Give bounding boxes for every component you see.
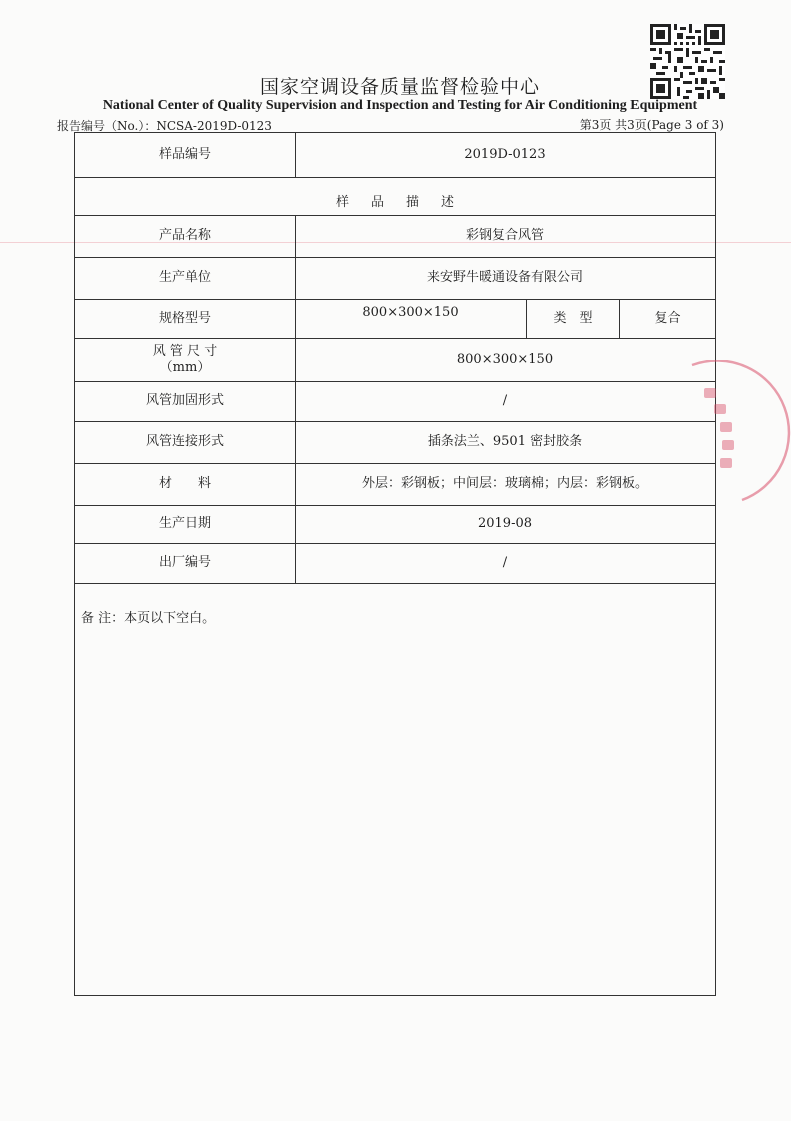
production-date-label: 生产日期 xyxy=(75,505,296,543)
duct-size-unit: （mm） xyxy=(159,359,211,375)
type-label: 类 型 xyxy=(527,299,620,338)
reinforcement-label: 风管加固形式 xyxy=(75,381,296,421)
production-date-value: 2019-08 xyxy=(477,516,533,531)
serial-no-value: / xyxy=(502,555,508,570)
material-label: 材 料 xyxy=(75,463,296,505)
table-row xyxy=(75,421,715,464)
duct-size-label: 风 管 尺 寸 xyxy=(152,343,218,359)
duct-size-label-cell xyxy=(75,338,296,381)
manufacturer-label: 生产单位 xyxy=(75,257,296,299)
table-row-section-title xyxy=(75,177,715,216)
table-row xyxy=(75,505,715,544)
connection-label: 风管连接形式 xyxy=(75,421,296,463)
table-row-sample-no xyxy=(75,133,715,178)
model-label: 规格型号 xyxy=(75,299,296,338)
remark: 备 注：本页以下空白。 xyxy=(81,611,216,626)
product-name-value: 彩钢复合风管 xyxy=(465,228,544,243)
page-number: 第3页 共3页(Page 3 of 3) xyxy=(579,118,724,132)
table-row xyxy=(75,338,715,382)
sample-no-label: 样品编号 xyxy=(75,133,296,177)
table-row xyxy=(75,463,715,506)
center-title-chinese: 国家空调设备质量监督检验中心 xyxy=(259,76,540,98)
duct-size-value: 800×300×150 xyxy=(456,351,554,367)
serial-no-label: 出厂编号 xyxy=(75,543,296,583)
product-name-label: 产品名称 xyxy=(75,215,296,257)
table-row xyxy=(75,381,715,422)
sample-table xyxy=(74,132,716,996)
table-row xyxy=(75,215,715,258)
model-value: 800×300×150 xyxy=(295,299,527,338)
material-value: 外层：彩钢板；中间层：玻璃棉；内层：彩钢板。 xyxy=(361,476,648,491)
reinforcement-value: / xyxy=(502,393,508,408)
qr-code xyxy=(650,24,725,99)
report-number: 报告编号（No.）：NCSA-2019D-0123 xyxy=(57,119,272,133)
table-row xyxy=(75,543,715,584)
center-title-english: National Center of Quality Supervision and Inspection and Testing for Air Conditioning Equipment xyxy=(102,98,698,113)
sample-no-value: 2019D-0123 xyxy=(464,147,546,162)
connection-value: 插条法兰、9501 密封胶条 xyxy=(427,434,583,449)
table-row xyxy=(75,299,715,339)
type-value: 复合 xyxy=(654,310,681,326)
table-row xyxy=(75,257,715,300)
manufacturer-value: 来安野牛暖通设备有限公司 xyxy=(426,270,583,285)
official-seal xyxy=(682,360,791,510)
section-title: 样品描述 xyxy=(335,195,476,210)
